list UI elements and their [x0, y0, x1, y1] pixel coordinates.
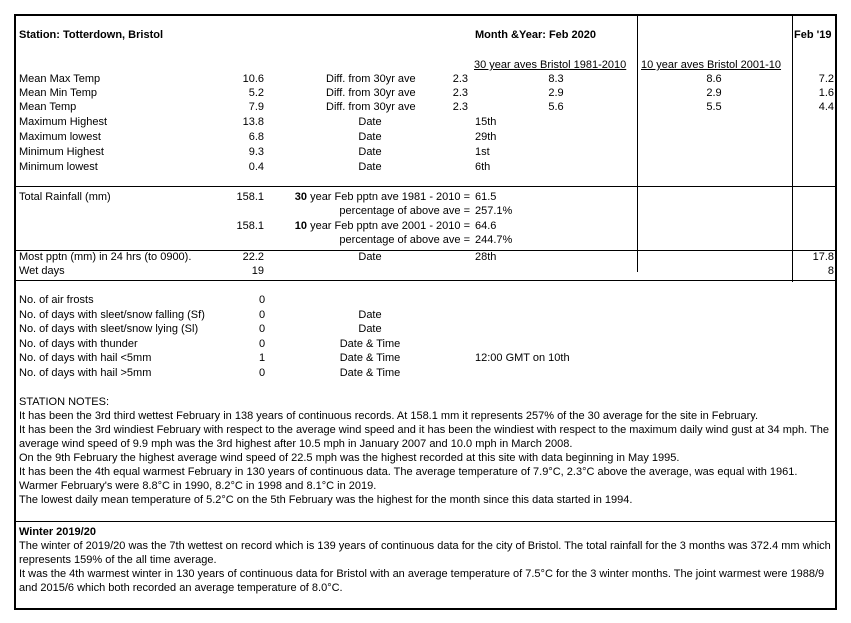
note-paragraph: It has been the 3rd third wettest February in 138 years of continuous records. At 158.1 mm it represents 257% of the 30 average for the site in February. [19, 410, 759, 422]
aves-10yr-label: 10 year aves Bristol 2001-10 [641, 59, 782, 71]
temp-label: Mean Temp [19, 101, 77, 113]
ave10-value: 8.6 [706, 73, 722, 85]
wet-days-label: Wet days [19, 265, 65, 277]
count-value: 0 [258, 338, 266, 350]
count-value: 0 [258, 323, 266, 335]
date-label: Date [358, 146, 382, 158]
ave30-value: 5.6 [548, 101, 564, 113]
date-label: Date [358, 131, 382, 143]
count-date-label: Date & Time [339, 352, 401, 364]
percentage-10yr: 244.7% [475, 234, 513, 246]
rainfall-10yr-rest: year Feb pptn ave 2001 - 2010 = [307, 220, 470, 232]
divider-before-winter [16, 521, 837, 522]
extreme-date: 6th [475, 161, 491, 173]
temp-label: Mean Min Temp [19, 87, 98, 99]
percentage-30yr: 257.1% [475, 205, 513, 217]
rainfall-10yr-value: 64.6 [475, 220, 497, 232]
rainfall-value-2: 158.1 [236, 220, 264, 232]
rainfall-30yr-text [266, 191, 470, 204]
wet-days-value: 19 [251, 265, 264, 277]
month-year: Month &Year: Feb 2020 [475, 29, 597, 41]
station-notes [19, 395, 831, 507]
diff-label: Diff. from 30yr ave [326, 87, 416, 99]
extreme-date: 29th [475, 131, 497, 143]
count-value: 0 [258, 367, 266, 379]
temp-label: Mean Max Temp [19, 73, 101, 85]
rainfall-30yr-value: 61.5 [475, 191, 497, 203]
diff-label: Diff. from 30yr ave [326, 101, 416, 113]
extreme-date: 1st [475, 146, 490, 158]
extreme-label: Minimum lowest [19, 161, 98, 173]
divider-right-of-ave30 [637, 16, 638, 272]
diff-value: 2.3 [452, 101, 468, 113]
diff-value: 2.3 [452, 87, 468, 99]
ave30-value: 8.3 [548, 73, 564, 85]
winter-title: Winter 2019/20 [19, 526, 96, 538]
note-paragraph: The lowest daily mean temperature of 5.2°C on the 5th February was the highest for the month since this data started in 1994. [19, 494, 633, 506]
percentage-label: percentage of above ave = [339, 205, 470, 217]
rainfall-value: 158.1 [236, 191, 264, 203]
count-label: No. of days with sleet/snow lying (Sl) [19, 323, 199, 335]
note-paragraph: It has been the 3rd windiest February with respect to the average wind speed and it has been the windiest with respect to the maximum daily wind gust at 34 mph. The average wind speed of 9.9 mph was the 3rd highest after 10.5 mph in January 2007 and 10.0 mph in March 2008. [19, 424, 829, 450]
feb19-value: 4.4 [818, 101, 834, 113]
count-date-label: Date & Time [339, 338, 401, 350]
ave30-value: 2.9 [548, 87, 564, 99]
station-name: Station: Totterdown, Bristol [19, 29, 164, 41]
count-value: 1 [258, 352, 266, 364]
diff-label: Diff. from 30yr ave [326, 73, 416, 85]
count-date: 12:00 GMT on 10th [475, 352, 570, 364]
count-value: 0 [258, 309, 266, 321]
count-value: 0 [258, 294, 266, 306]
extreme-value: 0.4 [248, 161, 264, 173]
feb19-value: 7.2 [818, 73, 834, 85]
count-date-label: Date [358, 323, 382, 335]
divider-after-wetdays [16, 280, 837, 281]
ave10-value: 5.5 [706, 101, 722, 113]
weather-report-sheet [14, 14, 837, 610]
extreme-value: 13.8 [242, 116, 264, 128]
temp-value: 7.9 [248, 101, 264, 113]
winter-paragraph: The winter of 2019/20 was the 7th wettest on record which is 139 years of continuous data for the city of Bristol. The total rainfall for the 3 months was 372.4 mm which represents 159% of the all time average. [19, 540, 831, 566]
divider-after-temps [16, 186, 837, 187]
rainfall-label: Total Rainfall (mm) [19, 191, 111, 203]
extreme-date: 15th [475, 116, 497, 128]
count-date-label: Date & Time [339, 367, 401, 379]
extreme-value: 6.8 [248, 131, 264, 143]
winter-paragraph: It was the 4th warmest winter in 130 years of continuous data for Bristol with an average temperature of 7.5°C for the 3 winter months. The joint warmest were 1988/9 and 2015/6 which both recorded an average temperature of 8.0°C. [19, 568, 825, 594]
rainfall-10yr-bold: 10 [294, 220, 308, 232]
most-pptn-date: 28th [475, 251, 497, 263]
note-paragraph: It has been the 4th equal warmest February in 130 years of continuous data. The average temperature of 7.9°C, 2.3°C above the average, was equal with 1961. Warmer February's were 8.8°C in 1990, 8.2°C in 1998 and 8.1°C in 2019. [19, 466, 798, 492]
winter-notes [19, 525, 831, 595]
feb19-value: 1.6 [818, 87, 834, 99]
date-label: Date [358, 161, 382, 173]
count-label: No. of days with thunder [19, 338, 138, 350]
temp-value: 5.2 [248, 87, 264, 99]
count-label: No. of air frosts [19, 294, 94, 306]
count-label: No. of days with hail <5mm [19, 352, 152, 364]
comparison-year-label: Feb '19 [794, 29, 832, 41]
wet-days-feb19: 8 [827, 265, 834, 277]
extreme-label: Minimum Highest [19, 146, 104, 158]
diff-value: 2.3 [452, 73, 468, 85]
most-pptn-value: 22.2 [242, 251, 264, 263]
most-pptn-feb19: 17.8 [812, 251, 834, 263]
count-date-label: Date [358, 309, 382, 321]
ave10-value: 2.9 [706, 87, 722, 99]
most-pptn-date-label: Date [358, 251, 382, 263]
extreme-label: Maximum Highest [19, 116, 108, 128]
divider-left-of-feb19 [792, 16, 793, 282]
note-paragraph: On the 9th February the highest average wind speed of 22.5 mph was the highest recorded at this site with data beginning in May 1995. [19, 452, 680, 464]
rainfall-30yr-rest: year Feb pptn ave 1981 - 2010 = [307, 191, 470, 203]
aves-30yr-label: 30 year aves Bristol 1981-2010 [474, 59, 627, 71]
most-pptn-label: Most pptn (mm) in 24 hrs (to 0900). [19, 251, 192, 263]
percentage-label-2: percentage of above ave = [339, 234, 470, 246]
date-label: Date [358, 116, 382, 128]
count-label: No. of days with sleet/snow falling (Sf) [19, 309, 205, 321]
rainfall-30yr-bold: 30 [294, 191, 308, 203]
extreme-label: Maximum lowest [19, 131, 101, 143]
temp-value: 10.6 [242, 73, 264, 85]
station-notes-title: STATION NOTES: [19, 396, 110, 408]
extreme-value: 9.3 [248, 146, 264, 158]
rainfall-10yr-text [266, 220, 470, 233]
count-label: No. of days with hail >5mm [19, 367, 152, 379]
